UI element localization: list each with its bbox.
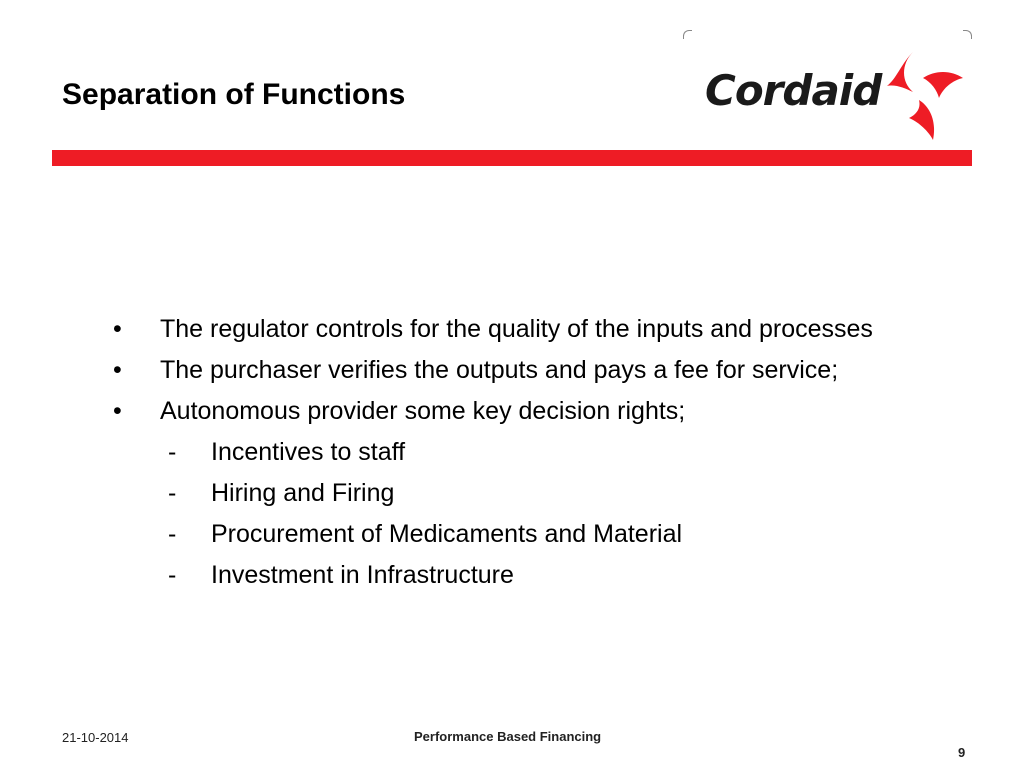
sub-bullet-marker: -: [168, 520, 177, 548]
sub-bullet-item: [110, 517, 970, 551]
footer-date: 21-10-2014: [62, 730, 129, 745]
bullet-text: The regulator controls for the quality of the inputs and processes: [160, 315, 873, 343]
sub-bullet-text: Procurement of Medicaments and Material: [211, 520, 683, 548]
header-accent-bar: [52, 150, 972, 166]
sub-bullet-marker: -: [168, 479, 177, 507]
sub-bullet-item: [110, 558, 970, 592]
bullet-text: Autonomous provider some key decision rights;: [160, 397, 686, 425]
bullet-item: [110, 312, 970, 346]
sub-bullet-text: Investment in Infrastructure: [211, 561, 514, 589]
corner-mark-top-left: [683, 30, 692, 39]
cordaid-swirl-icon: [879, 48, 965, 144]
sub-bullet-marker: -: [168, 561, 177, 589]
slide-title: Separation of Functions: [62, 78, 406, 111]
sub-bullet-item: [110, 435, 970, 469]
footer-title: Performance Based Financing: [414, 729, 602, 744]
bullet-marker: •: [113, 356, 122, 384]
bullet-item: [110, 394, 970, 428]
bullet-marker: •: [113, 315, 122, 343]
logo-text: Cordaid: [705, 66, 882, 115]
corner-mark-top-right: [963, 30, 972, 39]
slide-body: [110, 312, 970, 599]
sub-bullet-text: Hiring and Firing: [211, 479, 395, 507]
bullet-marker: •: [113, 397, 122, 425]
cordaid-logo: [683, 30, 972, 150]
page-number: 9: [958, 745, 966, 760]
sub-bullet-marker: -: [168, 438, 177, 466]
bullet-text: The purchaser verifies the outputs and pays a fee for service;: [160, 356, 839, 384]
sub-bullet-item: [110, 476, 970, 510]
bullet-item: [110, 353, 970, 387]
sub-bullet-text: Incentives to staff: [211, 438, 406, 466]
